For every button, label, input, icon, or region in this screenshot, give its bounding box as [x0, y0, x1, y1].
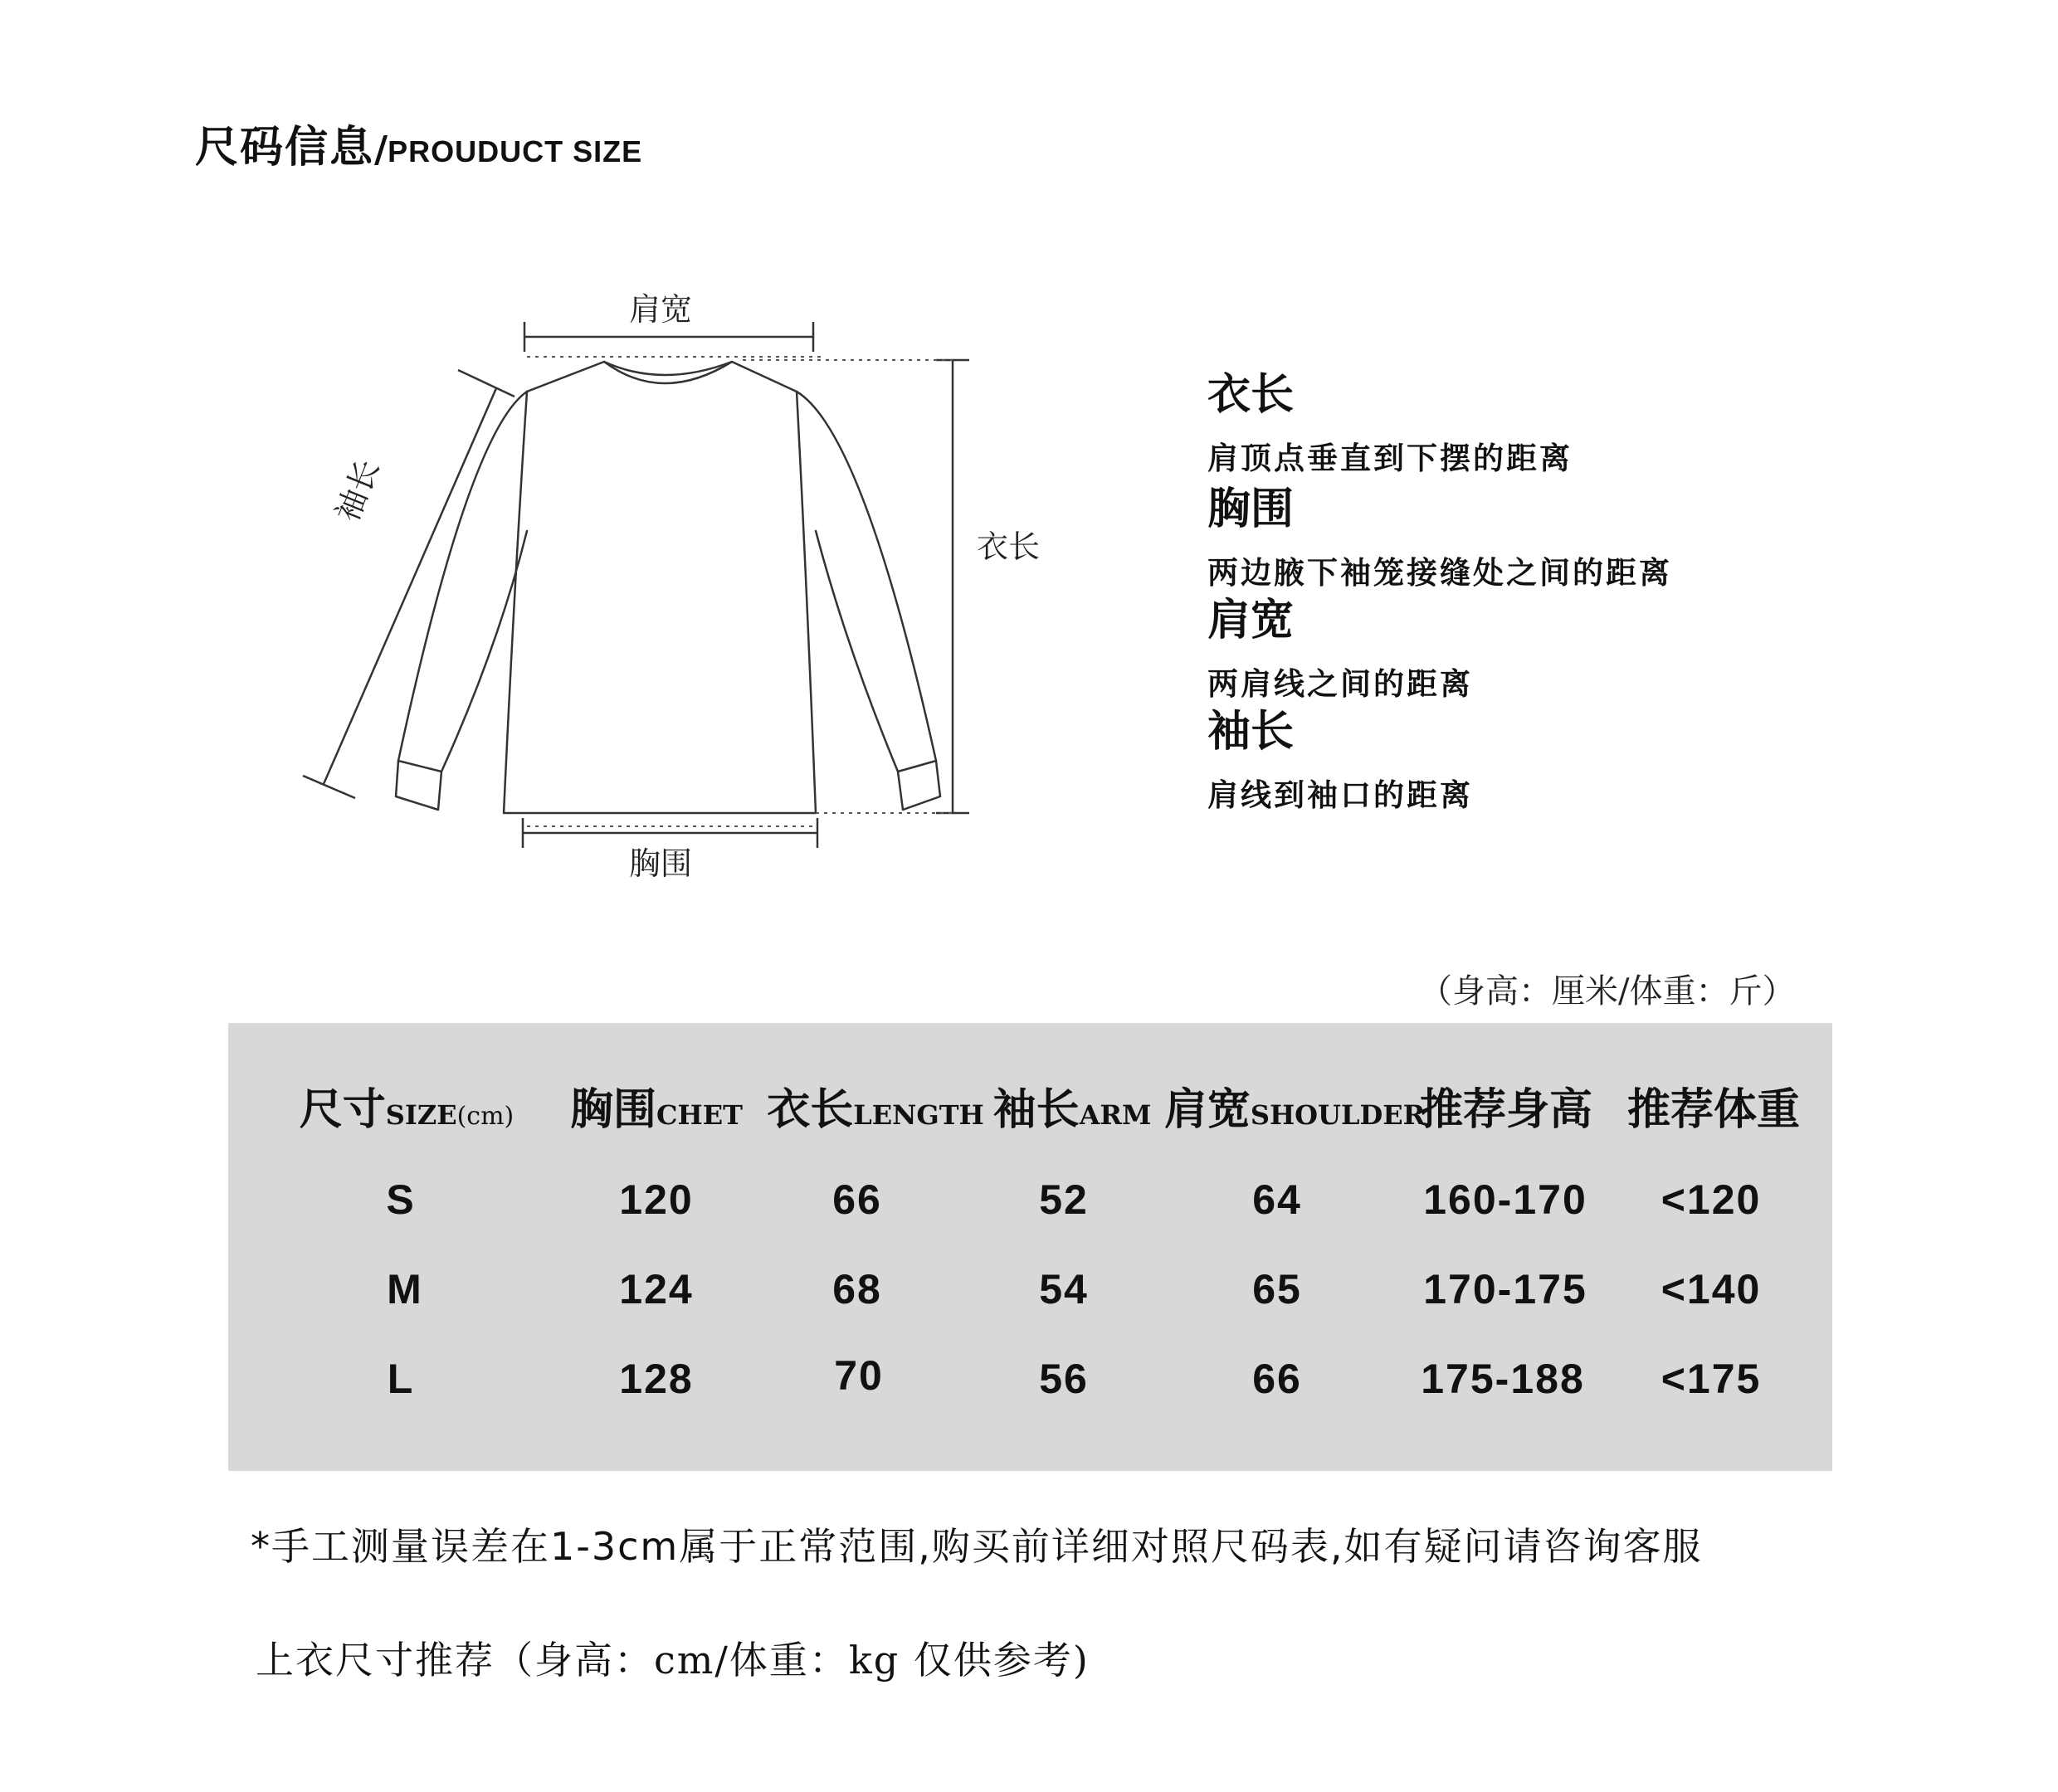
- table-header-height: [1420, 1074, 1592, 1137]
- table-cell-arm: 56: [1039, 1356, 1089, 1402]
- table-cell-shoulder: 65: [1252, 1266, 1302, 1312]
- garment-diagram: [0, 0, 1162, 913]
- garment-shoulder-line: [527, 362, 797, 392]
- definition-desc: 肩顶点垂直到下摆的距离: [1207, 441, 1573, 476]
- definition-desc: 肩线到袖口的距离: [1207, 777, 1473, 813]
- size-table: [228, 1023, 1832, 1471]
- header-cn: 衣长: [767, 1085, 854, 1135]
- definition-term: 胸围: [1207, 485, 1295, 534]
- definition-desc: 两边腋下袖笼接缝处之间的距离: [1207, 555, 1672, 591]
- measurement-footnote: *手工测量误差在1-3cm属于正常范围,购买前详细对照尺码表,如有疑问请咨询客服: [251, 1524, 1703, 1569]
- table-cell-arm: 54: [1039, 1266, 1089, 1312]
- definition-desc: 两肩线之间的距离: [1207, 666, 1473, 702]
- title-en: PROUDUCT SIZE: [388, 134, 643, 168]
- table-cell-size: L: [387, 1356, 415, 1402]
- table-cell-weight: <175: [1661, 1356, 1762, 1402]
- definition-chest: [1207, 485, 1672, 592]
- table-cell-shoulder: 66: [1252, 1356, 1302, 1402]
- sleeve-dimension-line: [324, 388, 496, 784]
- header-en: LENGTH: [853, 1099, 984, 1131]
- table-cell-chest: 120: [619, 1176, 694, 1223]
- header-cn: 胸围: [570, 1085, 657, 1135]
- table-header-length: [767, 1074, 984, 1137]
- right-sleeve: [797, 392, 940, 810]
- definition-sleeve: [1207, 707, 1473, 815]
- table-cell-weight: <140: [1661, 1266, 1762, 1312]
- table-cell-size: M: [387, 1266, 423, 1312]
- definition-shoulder: [1207, 596, 1473, 704]
- table-cell-chest: 124: [619, 1266, 694, 1312]
- header-unit: (cm): [456, 1102, 514, 1131]
- table-header-chest: [570, 1074, 743, 1137]
- table-cell-length: 70: [834, 1352, 884, 1399]
- table-cell-height: 170-175: [1423, 1266, 1587, 1312]
- header-cn: 袖长: [992, 1085, 1080, 1135]
- diagram-label-sleeve: 袖长: [329, 454, 387, 527]
- table-header-size: [300, 1074, 514, 1137]
- diagram-label-shoulder: 肩宽: [629, 291, 693, 328]
- header-en: CHET: [656, 1099, 743, 1131]
- definition-term: 袖长: [1207, 707, 1295, 757]
- header-cn: 尺寸: [299, 1085, 386, 1135]
- table-cell-arm: 52: [1039, 1176, 1089, 1223]
- definition-term: 衣长: [1207, 370, 1295, 420]
- header-en: SIZE: [385, 1099, 457, 1131]
- header-cn: 推荐体重: [1626, 1085, 1801, 1135]
- table-cell-chest: 128: [619, 1356, 694, 1402]
- title-slash: /: [374, 129, 388, 171]
- table-cell-size: S: [386, 1176, 416, 1223]
- recommendation-footnote: 上衣尺寸推荐（身高：cm/体重：kg 仅供参考): [256, 1638, 1090, 1682]
- table-cell-weight: <120: [1661, 1176, 1762, 1223]
- header-cn: 肩宽: [1163, 1085, 1251, 1135]
- unit-note: （身高：厘米/体重：斤）: [1419, 972, 1796, 1010]
- header-cn: 推荐身高: [1419, 1085, 1593, 1135]
- table-cell-height: 160-170: [1423, 1176, 1587, 1223]
- table-header-weight: [1627, 1074, 1800, 1137]
- definition-length: [1207, 370, 1573, 478]
- diagram-label-length: 衣长: [977, 528, 1041, 565]
- definition-term: 肩宽: [1207, 596, 1295, 645]
- garment-body: [504, 392, 816, 813]
- table-cell-height: 175-188: [1421, 1356, 1585, 1402]
- table-header-arm: [993, 1074, 1152, 1137]
- table-cell-length: 68: [832, 1266, 882, 1312]
- table-cell-length: 66: [832, 1176, 882, 1223]
- table-cell-shoulder: 64: [1252, 1176, 1302, 1223]
- title-cn: 尺码信息: [195, 123, 375, 173]
- header-en: SHOULDER: [1250, 1099, 1426, 1131]
- header-en: ARM: [1079, 1099, 1152, 1131]
- diagram-label-chest: 胸围: [629, 845, 693, 882]
- table-header-shoulder: [1164, 1074, 1425, 1137]
